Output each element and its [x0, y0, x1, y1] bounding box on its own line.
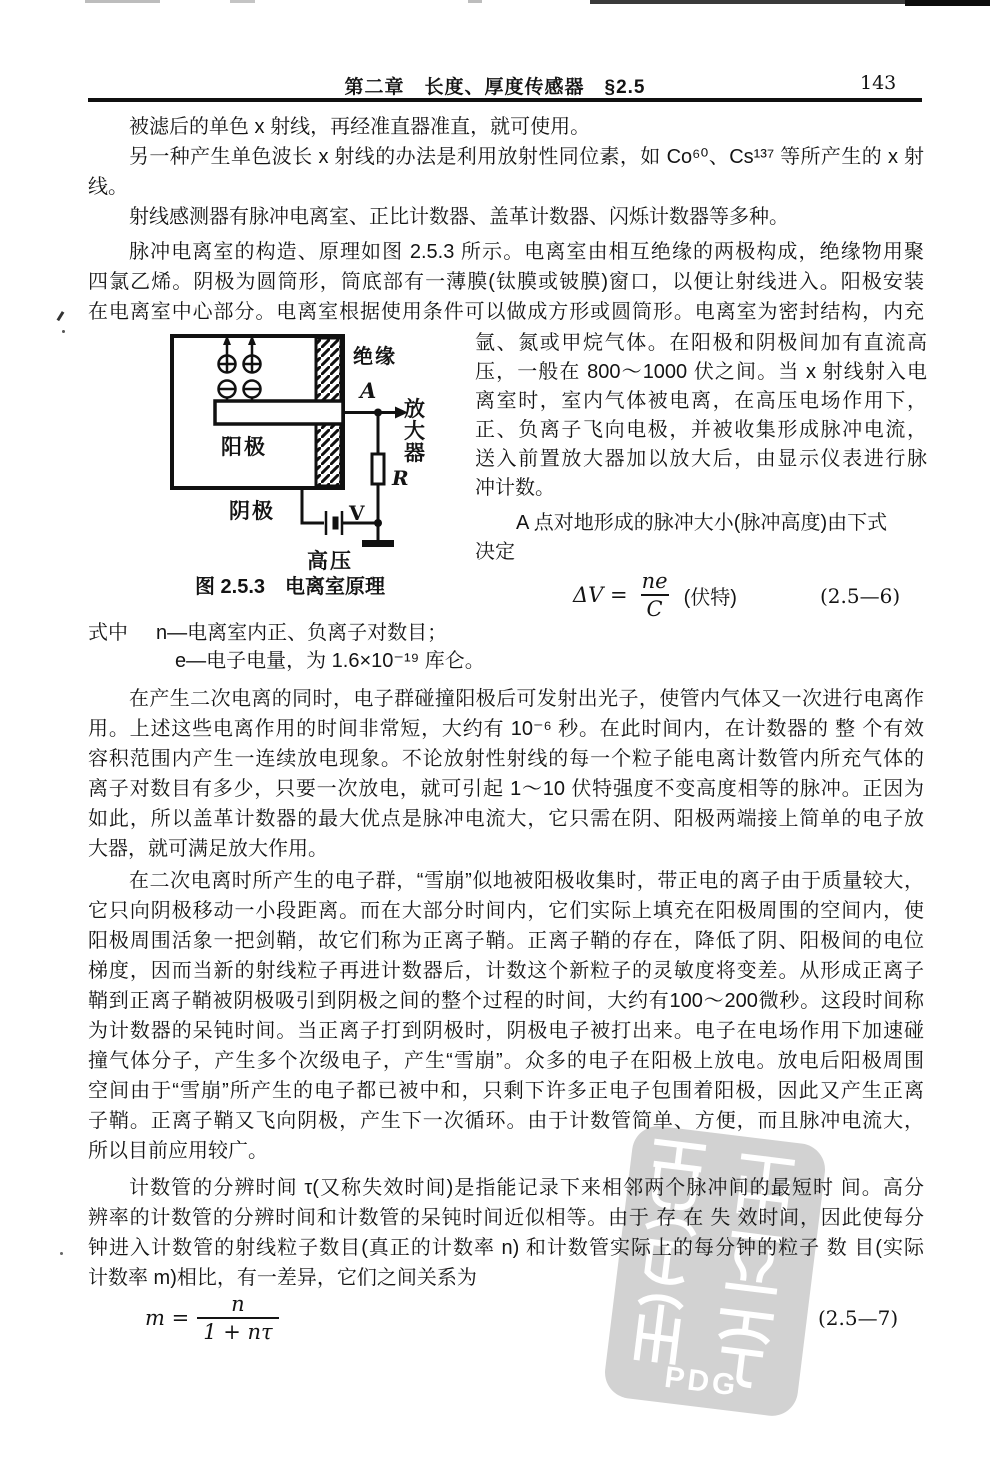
scan-artifact-dot [60, 1252, 63, 1255]
battery-plate-short [333, 517, 339, 530]
page-number: 143 [860, 72, 897, 94]
eq6-denominator: C [641, 594, 669, 620]
text-line: 阳极周围活象一把剑鞘，故它们称为正离子鞘。正离子鞘的存在，降低了阴、阳极间的电位 [88, 930, 924, 952]
label-anode: 阳极 [221, 436, 267, 459]
watermark-pdg-text: PDG [662, 1360, 741, 1403]
text-line: 压，一般在 800～1000 伏之间。当 x 射线射入电 [475, 361, 927, 383]
label-point-a: A [360, 378, 377, 403]
equation-2-5-7-tag: (2.5—7) [818, 1306, 899, 1330]
formula-note-n: n—电离室内正、负离子对数目； [156, 622, 448, 644]
text-line: 四氯乙烯。阴极为圆筒形，筒底部有一薄膜(钛膜或铍膜)窗口，以便让射线进入。阳极安装 [88, 271, 924, 293]
scan-artifact-dash [230, 0, 255, 3]
scan-artifact-dot [62, 330, 65, 333]
paragraph-resolution-time [88, 1173, 924, 1293]
eq6-lhs: ΔV = [573, 583, 628, 607]
text-line: 如此，所以盖革计数器的最大优点是脉冲电流大，它只需在阴、阳极两端接上简单的电子放 [88, 808, 924, 830]
text-line: A 点对地形成的脉冲大小(脉冲高度)由下式 [516, 512, 888, 534]
text-line: 决定 [475, 541, 515, 563]
text-line: 送入前置放大器加以放大后，由显示仪表进行脉 [475, 448, 927, 470]
insulation-hatch-bottom [316, 424, 341, 486]
paragraph-avalanche [88, 866, 924, 1166]
scan-artifact-top-strip [590, 0, 905, 4]
text-line: 容积范围内产生一连续放电现象。不论放射性射线的每一个粒子能电离计数管内所充气体的 [88, 748, 924, 770]
label-cathode: 阴极 [229, 500, 275, 523]
text-line: 所以目前应用较广。 [88, 1140, 268, 1162]
text-line: 在二次电离时所产生的电子群，“雪崩”似地被阳极收集时，带正电的离子由于质量较大， [129, 870, 924, 892]
text-line: 在产生二次电离的同时，电子群碰撞阳极后可发射出光子，使管内气体又一次进行电离作 [129, 688, 924, 710]
label-resistor: R [392, 466, 409, 490]
equation-2-5-6-tag: (2.5—6) [820, 584, 901, 608]
text-line: 被滤后的单色 x 射线，再经准直器准直，就可使用。 [129, 116, 591, 138]
text-line: 计数率 m)相比，有一差异，它们之间关系为 [88, 1267, 477, 1289]
resistor-symbol [372, 454, 384, 484]
page-header-title: 第二章 长度、厚度传感器 §2.5 [344, 77, 646, 98]
text-line: 在电离室中心部分。电离室根据使用条件可以做成方形或圆筒形。电离室为密封结构，内充 [88, 301, 924, 323]
eq7-lhs: m = [145, 1306, 190, 1330]
eq7-fraction [197, 1293, 278, 1343]
text-line: 梯度，因而当新的射线粒子再进计数器后，计数这个新粒子的灵敏度将变差。从形成正离子 [88, 960, 924, 982]
ground-symbol [362, 540, 394, 547]
cathode-wire [302, 488, 324, 523]
label-insulation: 绝缘 [353, 346, 397, 368]
formula-note-label: 式中 [88, 622, 128, 644]
paragraph-secondary-ionization [88, 684, 924, 864]
text-line: 为计数器的呆钝时间。当正离子打到阴极时，阴极电子被打出来。电子在电场作用下加速碰 [88, 1020, 924, 1042]
scan-artifact-dash [85, 0, 160, 3]
eq7-denominator: 1 + nτ [197, 1317, 278, 1343]
paragraph-right-column [475, 329, 927, 567]
text-line: 鞘到正离子鞘被阴极吸引到阴极之间的整个过程的时间，大约有100～200微秒。这段时间称 [88, 990, 924, 1012]
text-line: 射线感测器有脉冲电离室、正比计数器、盖革计数器、闪烁计数器等多种。 [129, 206, 789, 228]
scan-artifact-margin-mark [57, 311, 64, 321]
eq6-fraction [636, 570, 674, 620]
label-high-voltage: 高压 [307, 550, 353, 573]
paragraph-chamber [88, 237, 924, 327]
header-rule [88, 98, 922, 102]
text-line: 线。 [88, 176, 128, 198]
text-line: 另一种产生单色波长 x 射线的办法是利用放射性同位素，如 Co⁶⁰、Cs¹³⁷ 等所产生的 x 射 [129, 146, 924, 168]
anode-bar [215, 401, 343, 424]
formula-note-line2: e—电子电量，为 1.6×10⁻¹⁹ 库仑。 [175, 650, 485, 672]
text-line: 辨率的计数管的分辨时间和计数管的呆钝时间近似相等。由于 存 在 失 效时间，因此使每分 [88, 1207, 924, 1229]
eq6-numerator: ne [641, 569, 668, 593]
text-line: 撞气体分子，产生多个次级电子，产生“雪崩”。众多的电子在阳极上放电。放电后阳极周围 [88, 1050, 924, 1072]
text-line: 离室时，室内气体被电离，在高压电场作用下， [475, 390, 927, 412]
text-line: 氩、氮或甲烷气体。在阳极和阴极间加有直流高 [475, 332, 927, 354]
text-line: 空间由于“雪崩”所产生的电子都已被中和，只剩下许多正电子包围着阳极，因此又产生正离 [88, 1080, 924, 1102]
paragraph-intro [88, 112, 924, 232]
figure-caption: 图 2.5.3 电离室原理 [195, 576, 386, 598]
battery-junction [374, 519, 382, 527]
insulation-hatch-top [316, 338, 341, 401]
scan-artifact-top-corner [905, 0, 990, 6]
equation-2-5-6 [573, 570, 737, 620]
formula-note-line1 [88, 618, 447, 648]
equation-2-5-7 [145, 1293, 287, 1343]
text-line: 冲计数。 [475, 477, 555, 499]
label-amplifier: 放大器 [404, 398, 425, 465]
scan-artifact-dash [468, 0, 482, 3]
text-line: 它只向阴极移动一小段距离。而在大部分时间内，它们实际上填充在阳极周围的空间内，使 [88, 900, 924, 922]
text-line: 大器，就可满足放大作用。 [88, 838, 328, 860]
text-line: 计数管的分辨时间 τ(又称失效时间)是指能记录下来相邻两个脉冲间的最短时 间。高分 [129, 1177, 924, 1199]
text-line: 钟进入计数管的射线粒子数目(真正的计数率 n) 和计数管实际上的每分钟的粒子 数 目(实际 [88, 1237, 924, 1259]
text-line: 脉冲电离室的构造、原理如图 2.5.3 所示。电离室由相互绝缘的两极构成，绝缘物用聚 [129, 241, 924, 263]
text-line: 正、负离子飞向电极，并被收集形成脉冲电流， [475, 419, 927, 441]
text-line: 离子对数目有多少，只要一次放电，就可引起 1～10 伏特强度不变高度相等的脉冲。正因为 [88, 778, 924, 800]
eq6-unit: (伏特) [683, 586, 737, 609]
text-line: 子鞘。正离子鞘又飞向阴极，产生下一次循环。由于计数管简单、方便，而且脉冲电流大， [88, 1110, 924, 1132]
eq7-numerator: n [231, 1292, 245, 1316]
label-voltage: V [349, 501, 365, 525]
text-line: 用。上述这些电离作用的时间非常短，大约有 10⁻⁶ 秒。在此时间内，在计数器的 整 个有效 [88, 718, 924, 740]
